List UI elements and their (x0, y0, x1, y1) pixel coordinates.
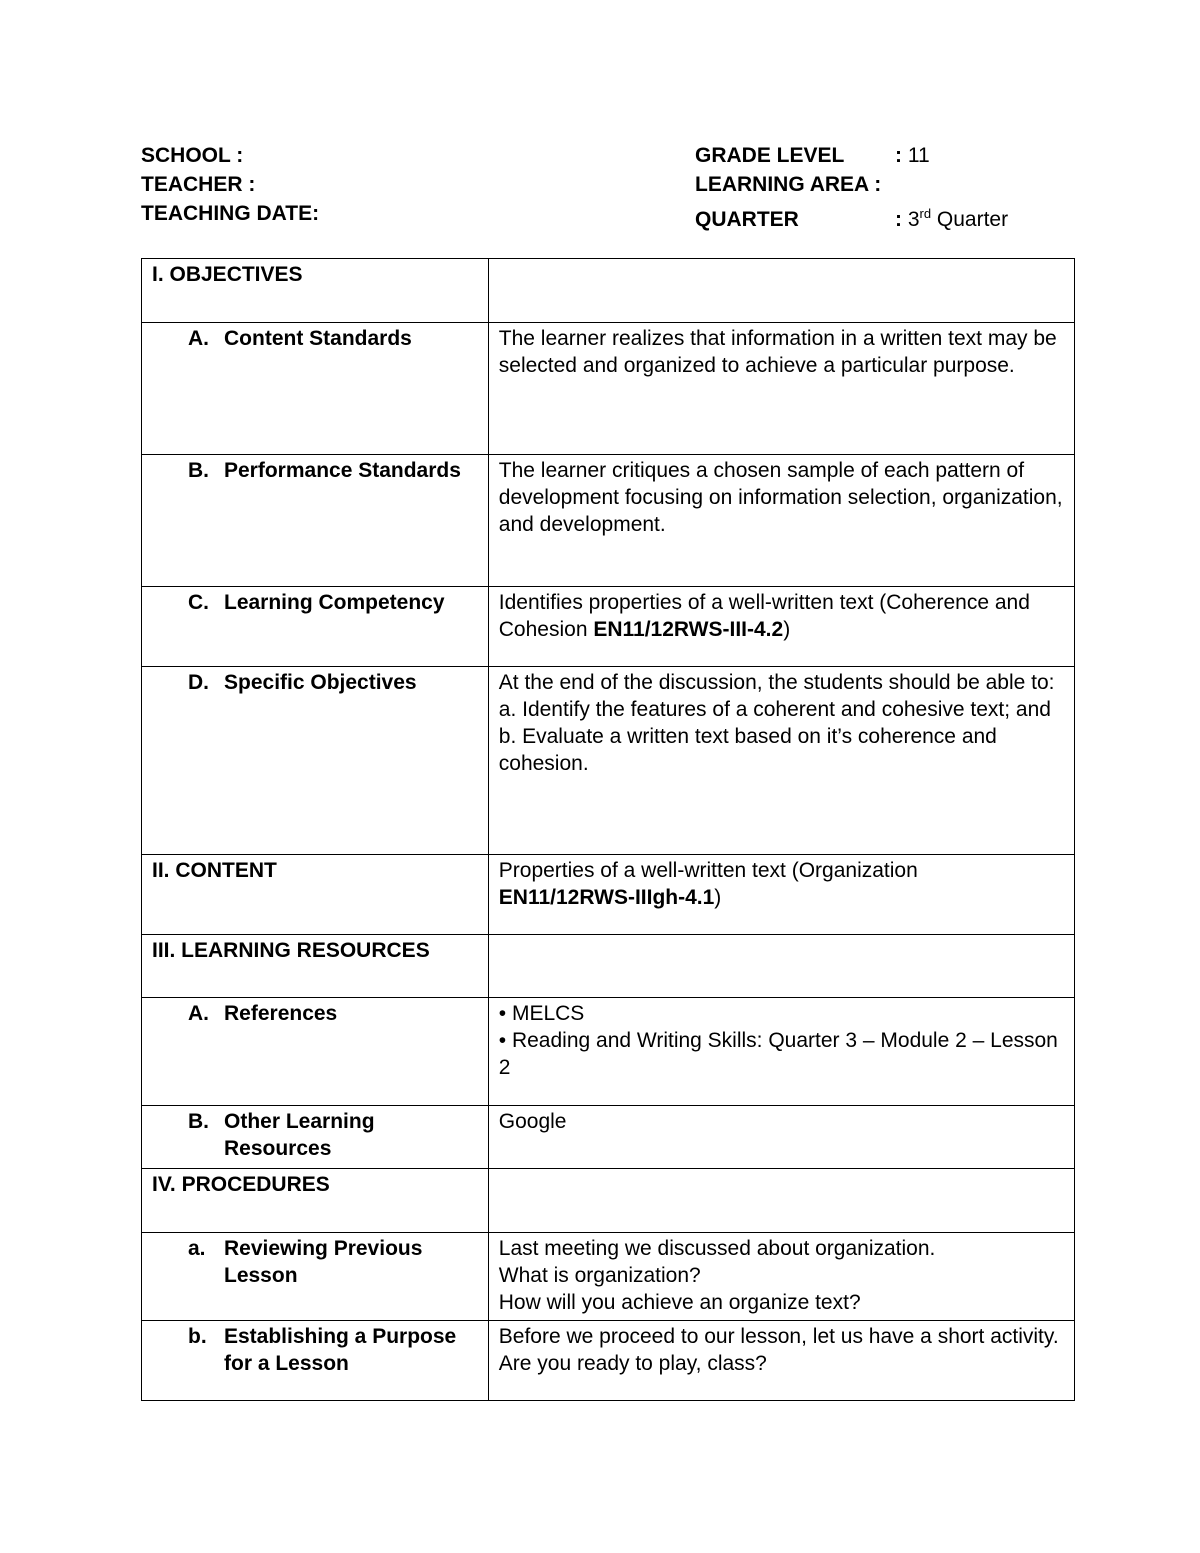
competency-marker: C. (188, 591, 209, 614)
competency-cell (488, 587, 1074, 667)
content-standards-marker: A. (188, 327, 209, 350)
table-row (142, 1169, 1075, 1233)
competency-close: ) (783, 618, 791, 641)
objectives-cell (488, 259, 1074, 323)
purpose-marker: b. (188, 1325, 207, 1348)
specific-objectives-line: a. Identify the features of a coherent and cohesive text; and (498, 698, 1051, 721)
teacher-label: TEACHER : (141, 173, 256, 196)
header-left (141, 142, 319, 229)
other-resources-text: Google (488, 1106, 1074, 1169)
specific-objectives-label: Specific Objectives (224, 671, 417, 694)
school-label: SCHOOL : (141, 144, 244, 167)
reviewing-line: Last meeting we discussed about organization. (498, 1237, 936, 1260)
content-close: ) (714, 886, 722, 909)
competency-code: EN11/12RWS-III-4.2 (593, 618, 784, 641)
grade-level-colon: : (895, 144, 902, 167)
reference-item: • MELCS (498, 1002, 585, 1025)
reference-item: • Reading and Writing Skills: Quarter 3 – Module 2 – Lesson 2 (498, 1029, 1058, 1079)
procedures-heading: IV. PROCEDURES (142, 1169, 489, 1233)
content-standards-label: Content Standards (224, 327, 412, 350)
other-resources-label: Other Learning Resources (224, 1110, 375, 1160)
quarter-colon: : (895, 208, 902, 231)
teaching-date-label: TEACHING DATE: (141, 202, 320, 225)
learning-resources-cell (488, 935, 1074, 998)
competency-label: Learning Competency (224, 591, 445, 614)
table-row (142, 587, 1075, 667)
other-resources-marker: B. (188, 1110, 209, 1133)
table-row (142, 667, 1075, 855)
table-row (142, 1106, 1075, 1169)
reviewing-marker: a. (188, 1237, 206, 1260)
table-row (142, 1233, 1075, 1321)
reviewing-line: How will you achieve an organize text? (498, 1291, 861, 1314)
quarter-number: 3 (902, 208, 920, 231)
content-cell (488, 855, 1074, 935)
lesson-plan-table (141, 258, 1075, 1401)
content-code: EN11/12RWS-IIIgh-4.1 (498, 886, 715, 909)
references-marker: A. (188, 1002, 209, 1025)
references-cell (488, 998, 1074, 1106)
quarter-ordinal: rd (919, 206, 932, 221)
performance-standards-label: Performance Standards (224, 459, 461, 482)
grade-level-label: GRADE LEVEL (695, 144, 845, 167)
table-row (142, 855, 1075, 935)
learning-area-label: LEARNING AREA : (695, 173, 882, 196)
purpose-label: Establishing a Purpose for a Lesson (224, 1325, 457, 1375)
specific-objectives-line: At the end of the discussion, the students should be able to: (498, 671, 1055, 694)
learning-resources-heading: III. LEARNING RESOURCES (142, 935, 489, 998)
table-row (142, 455, 1075, 587)
specific-objectives-line: b. Evaluate a written text based on it’s coherence and cohesion. (498, 725, 997, 775)
quarter-label: QUARTER (695, 208, 799, 231)
content-standards-text: The learner realizes that information in a written text may be selected and organized to achieve a particular purpose. (488, 323, 1074, 455)
reviewing-label: Reviewing Previous Lesson (224, 1237, 423, 1287)
content-text: Properties of a well-written text (Organization (498, 859, 918, 882)
header-right (695, 142, 1008, 229)
table-row (142, 1321, 1075, 1401)
purpose-text: Before we proceed to our lesson, let us have a short activity. Are you ready to play, class? (488, 1321, 1074, 1401)
table-row (142, 935, 1075, 998)
table-row (142, 259, 1075, 323)
references-label: References (224, 1002, 338, 1025)
specific-objectives-marker: D. (188, 671, 209, 694)
quarter-word: Quarter (931, 208, 1009, 231)
objectives-heading: I. OBJECTIVES (142, 259, 489, 323)
table-row (142, 998, 1075, 1106)
performance-standards-marker: B. (188, 459, 209, 482)
procedures-cell (488, 1169, 1074, 1233)
specific-objectives-cell (488, 667, 1074, 855)
performance-standards-text: The learner critiques a chosen sample of each pattern of development focusing on information selection, organization, and development. (488, 455, 1074, 587)
reviewing-line: What is organization? (498, 1264, 701, 1287)
table-row (142, 323, 1075, 455)
reviewing-cell (488, 1233, 1074, 1321)
grade-level-value: 11 (902, 144, 930, 167)
content-heading: II. CONTENT (142, 855, 489, 935)
competency-text: Identifies properties of a well-written text (Coherence and Cohesion (498, 591, 1030, 641)
